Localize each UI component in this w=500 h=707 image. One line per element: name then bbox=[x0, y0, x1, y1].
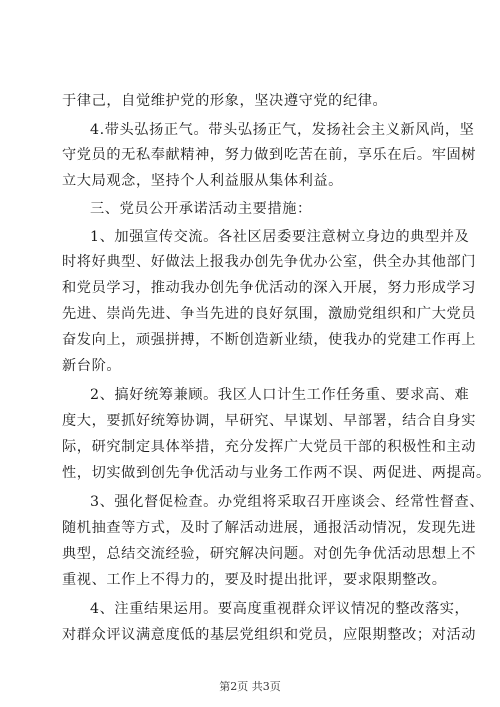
page-footer: 第2页 共3页 bbox=[219, 680, 281, 693]
text-line: 重视、工作上不得力的，要及时提出批评，要求限期整改。 bbox=[62, 572, 447, 588]
text-line: 2、搞好统筹兼顾。我区人口计生工作任务重、要求高、难 bbox=[90, 387, 470, 403]
text-line: 先进、崇尚先进、争当先进的良好氛围，激励党组织和广大党员 bbox=[62, 306, 477, 322]
text-line: 3、强化督促检查。办党组将采取召开座谈会、经常性督查、 bbox=[90, 494, 485, 510]
text-line: 时将好典型、好做法上报我办创先争优办公室，供全办其他部门 bbox=[62, 254, 477, 270]
text-line: 立大局观念，坚持个人利益服从集体利益。 bbox=[62, 173, 343, 189]
text-line: 于律己，自觉维护党的形象，坚决遵守党的纪律。 bbox=[62, 93, 388, 109]
text-line: 和党员学习，推动我办创先争优活动的深入开展，努力形成学习 bbox=[62, 280, 477, 296]
text-line: 典型，总结交流经验，研究解决问题。对创先争优活动思想上不 bbox=[62, 546, 477, 562]
text-line: 际，研究制定具体举措，充分发挥广大党员干部的积极性和主动 bbox=[62, 439, 477, 455]
text-line: 1、加强宣传交流。各社区居委要注意树立身边的典型并及 bbox=[90, 229, 470, 245]
text-line: 性，切实做到创先争优活动与业务工作两不误、两促进、两提高。 bbox=[62, 465, 491, 481]
text-line: 新台阶。 bbox=[62, 358, 122, 374]
text-line: 三、党员公开承诺活动主要措施： bbox=[90, 201, 312, 217]
text-line: 对群众评议满意度低的基层党组织和党员，应限期整改；对活动 bbox=[62, 627, 477, 643]
text-line: 4.带头弘扬正气。带头弘扬正气，发扬社会主义新风尚，坚 bbox=[90, 122, 475, 138]
text-line: 4、注重结果运用。要高度重视群众评议情况的整改落实， bbox=[90, 601, 470, 617]
text-line: 度大，要抓好统筹协调，早研究、早谋划、早部署，结合自身实 bbox=[62, 413, 477, 429]
text-line: 守党员的无私奉献精神，努力做到吃苦在前，享乐在后。牢固树 bbox=[62, 147, 477, 163]
text-line: 随机抽查等方式，及时了解活动进展，通报活动情况，发现先进 bbox=[62, 520, 477, 536]
text-line: 奋发向上，顽强拼搏，不断创造新业绩，使我办的党建工作再上 bbox=[62, 332, 477, 348]
